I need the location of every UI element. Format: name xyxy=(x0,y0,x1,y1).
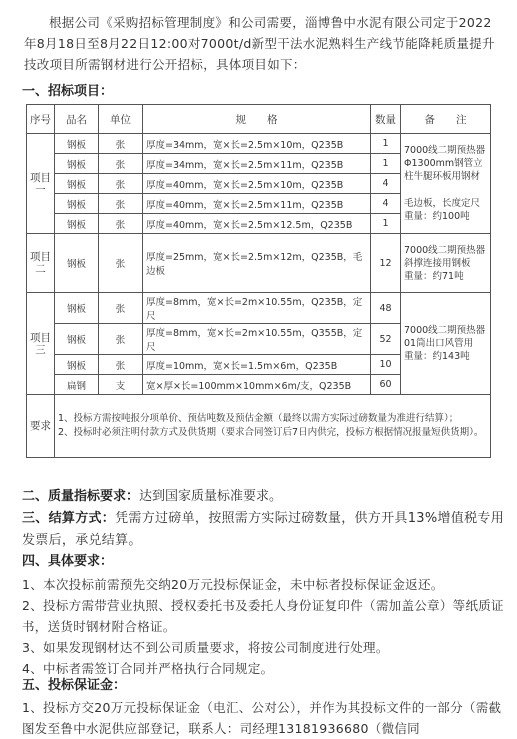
section5-text: 1、投标方交20万元投标保证金（电汇、公对公），并作为其投标文件的一部分（需截图发至鲁中水泥供应部登记，联系人：司经理13181936680（微信同 xyxy=(22,700,502,736)
section2 xyxy=(22,487,282,507)
item-unit: 张 xyxy=(99,293,143,324)
note-text: 7000线二期预热器Φ1300mm钢管立柱牛腿环板用钢材 xyxy=(404,145,486,182)
group-label: 项目三 xyxy=(27,293,55,395)
group-label: 项目一 xyxy=(27,134,55,234)
item-qty: 10 xyxy=(371,355,401,375)
item-spec: 厚度=34mm，宽×长=2.5m×11m，Q235B xyxy=(143,154,371,174)
requirements-text xyxy=(55,395,491,458)
item-qty: 52 xyxy=(371,324,401,355)
requirements-row xyxy=(27,395,491,458)
requirement-1: 1、投标方需按吨报分项单价、预估吨数及预估金额（最终以需方实际过磅数量为准进行结算）； xyxy=(58,413,459,424)
list-item: 4、中标者需签订合同并严格执行合同规定。 xyxy=(22,661,274,676)
note-text: 7000线二期预热器斜撑连接用钢板 xyxy=(404,244,486,269)
item-unit: 张 xyxy=(99,214,143,234)
group-label: 项目二 xyxy=(27,234,55,293)
item-qty: 1 xyxy=(371,154,401,174)
section3-title: 三、结算方式： xyxy=(22,511,116,526)
item-spec: 厚度=8mm，宽×长=2m×10.55m，Q235B，定尺 xyxy=(143,293,371,324)
note-weight: 重量：约100吨 xyxy=(404,211,470,222)
item-unit: 张 xyxy=(99,154,143,174)
group-note xyxy=(401,234,491,293)
bid-items-table xyxy=(26,104,491,458)
item-unit: 张 xyxy=(99,324,143,355)
header-note: 备 注 xyxy=(401,105,491,134)
intro-paragraph: 根据公司《采购招标管理制度》和公司需要，淄博鲁中水泥有限公司定于2022年8月18日至8月22日12:00对7000t/d新型干法水泥熟料生产线节能降耗质量提升技改项目所需钢材进行公开招标，具体项目如下： xyxy=(24,15,495,72)
item-spec: 厚度=40mm，宽×长=2.5m×11m，Q235B xyxy=(143,194,371,214)
section2-title: 二、质量指标要求： xyxy=(22,489,140,504)
item-name: 钢板 xyxy=(55,134,99,154)
section4-list xyxy=(22,574,504,679)
item-qty: 4 xyxy=(371,194,401,214)
item-name: 钢板 xyxy=(55,154,99,174)
item-unit: 张 xyxy=(99,234,143,293)
item-qty: 4 xyxy=(371,174,401,194)
group-note xyxy=(401,293,491,395)
item-spec: 厚度=40mm，宽×长=2.5m×12.5m，Q235B xyxy=(143,214,371,234)
item-spec: 宽×厚×长=100mm×10mm×6m/支，Q235B xyxy=(143,375,371,395)
requirements-label: 要求 xyxy=(27,395,55,458)
item-spec: 厚度=25mm，宽×长=2.5m×12m，Q235B，毛边板 xyxy=(143,234,371,293)
section3-text: 凭需方过磅单，按照需方实际过磅数量，供方开具13%增值税专用发票后，承兑结算。 xyxy=(22,511,505,548)
list-item: 3、如果发现钢材达不到公司质量要求，将按公司制度进行处理。 xyxy=(22,640,389,655)
header-name: 品名 xyxy=(55,105,99,134)
item-name: 钢板 xyxy=(55,174,99,194)
item-name: 钢板 xyxy=(55,324,99,355)
requirement-2: 2、投标时必须注明付款方式及供货期（要求合同签订后7日内供完，投标方根据情况报量短供货期）。 xyxy=(58,427,484,438)
item-unit: 张 xyxy=(99,174,143,194)
section1-title: 一、招标项目： xyxy=(22,84,114,99)
item-unit: 张 xyxy=(99,134,143,154)
note-weight: 重量：约71吨 xyxy=(404,270,464,282)
item-name: 钢板 xyxy=(55,355,99,375)
section5-title: 五、投标保证金： xyxy=(22,678,127,693)
table-row xyxy=(27,293,491,324)
note-weight: 重量：约143吨 xyxy=(404,351,470,362)
list-item: 2、投标方需带营业执照、授权委托书及委托人身份证复印件（需加盖公章）等纸质证书，送货时钢材附合格证。 xyxy=(22,598,504,634)
item-name: 钢板 xyxy=(55,214,99,234)
group-note xyxy=(401,134,491,234)
item-spec: 厚度=40mm，宽×长=2.5m×10m，Q235B xyxy=(143,174,371,194)
item-unit: 张 xyxy=(99,355,143,375)
item-spec: 厚度=8mm，宽×长=2m×10.55m，Q355B，定尺 xyxy=(143,324,371,355)
item-name: 钢板 xyxy=(55,234,99,293)
header-unit: 单位 xyxy=(99,105,143,134)
section2-text: 达到国家质量标准要求。 xyxy=(139,489,283,504)
list-item: 1、本次投标前需预先交纳20万元投标保证金，未中标者投标保证金返还。 xyxy=(22,577,444,592)
header-spec: 规 格 xyxy=(143,105,371,134)
note-text: 7000线二期预热器01筒出口风管用 xyxy=(404,325,486,349)
item-name: 钢板 xyxy=(55,293,99,324)
table-row xyxy=(27,234,491,293)
header-index: 序号 xyxy=(27,105,55,134)
item-name: 扁钢 xyxy=(55,375,99,395)
section4-title: 四、具体要求： xyxy=(22,554,114,569)
item-qty: 1 xyxy=(371,134,401,154)
item-spec: 厚度=34mm，宽×长=2.5m×10m，Q235B xyxy=(143,134,371,154)
item-qty: 60 xyxy=(371,375,401,395)
item-qty: 1 xyxy=(371,214,401,234)
item-name: 钢板 xyxy=(55,194,99,214)
section3 xyxy=(22,508,504,552)
item-unit: 张 xyxy=(99,194,143,214)
item-unit: 支 xyxy=(99,375,143,395)
item-qty: 48 xyxy=(371,293,401,324)
header-qty: 数量 xyxy=(371,105,401,134)
table-header-row xyxy=(27,105,491,134)
item-spec: 厚度=10mm，宽×长=1.5m×6m，Q235B xyxy=(143,355,371,375)
note-text-2: 毛边板，长度定尺 xyxy=(404,198,481,209)
item-qty: 12 xyxy=(371,234,401,293)
table-row xyxy=(27,134,491,154)
